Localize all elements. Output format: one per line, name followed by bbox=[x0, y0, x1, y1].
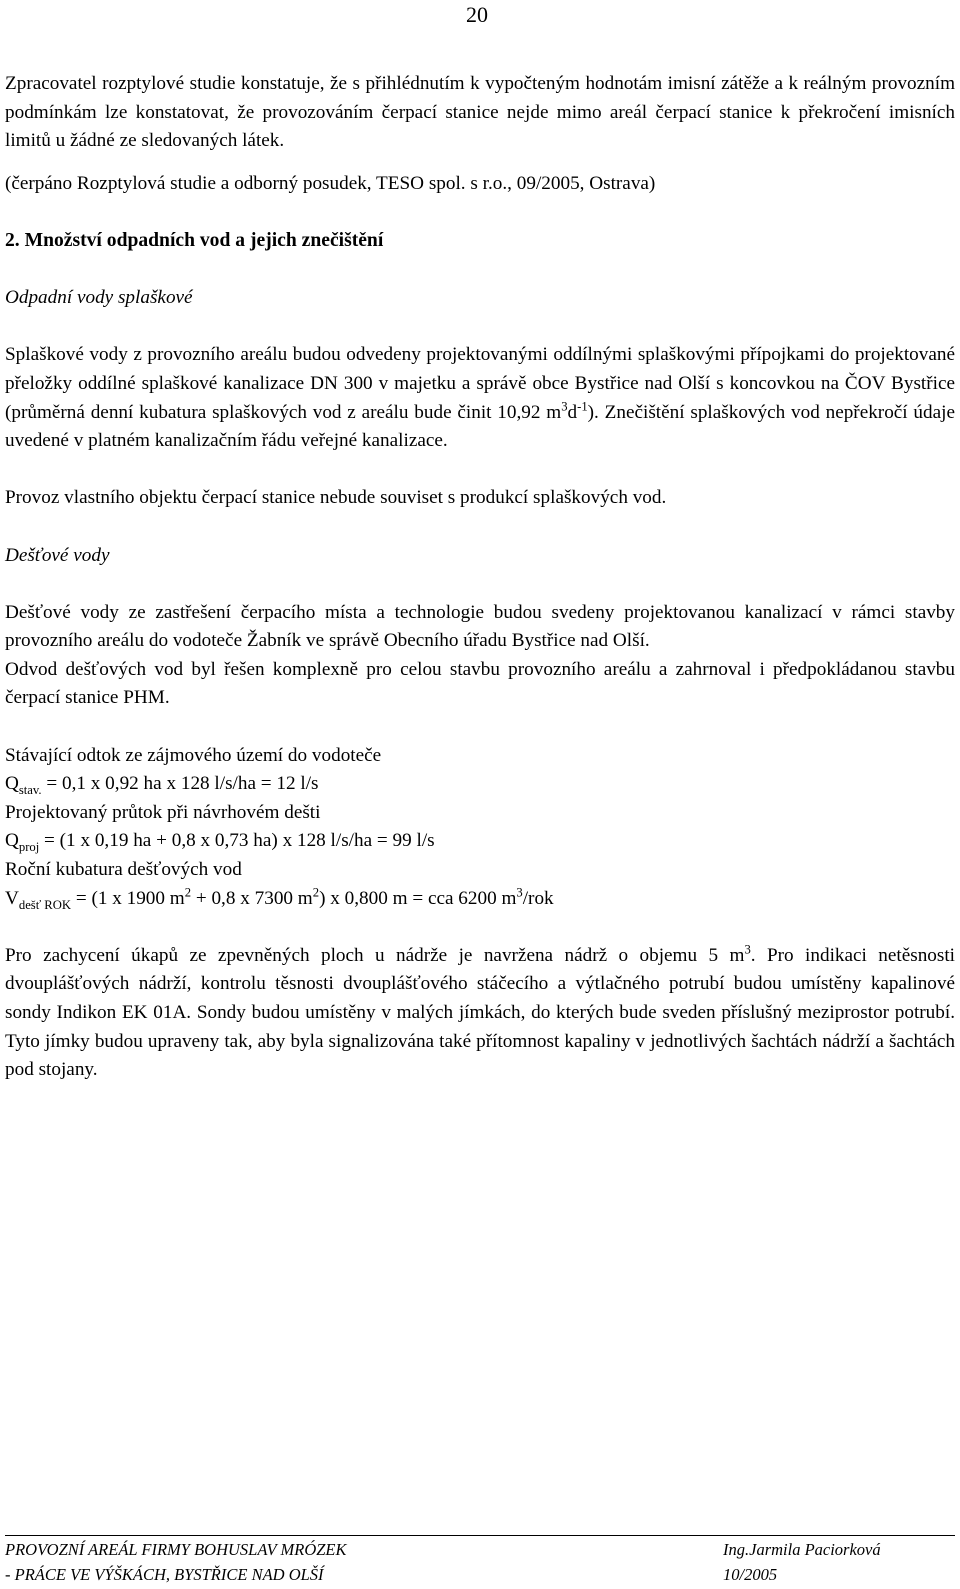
calc-v-dest-rok: $V_{dešť ROK} = (1$ x 1900 $m^2 + 0,8$ x 7300 $m^2$) x 0,800 m = cca 6200 $m^3$/rok bbox=[5, 885, 554, 912]
calc-line-kubatura: Roční kubatura dešťových vod bbox=[5, 859, 242, 881]
subheading-splaskove: Odpadní vody splaškové bbox=[5, 287, 193, 309]
paragraph-destove-vody: Dešťové vody ze zastřešení čerpacího místa a technologie budou svedeny projektovanou kanalizací v rámci stavby provozního areálu do vodoteče Žabník ve správě Obecního úřadu Bystřice nad Olší. bbox=[5, 601, 955, 652]
footer-date: 10/2005 bbox=[723, 1565, 778, 1584]
section-heading: 2. Množství odpadních vod a jejich znečištění bbox=[5, 229, 384, 251]
calc-q-proj: $Q_{proj} = (1$ x 0,19 ha + 0,8 x 0,73 ha) x 128 l/s/ha = 99 l/s bbox=[5, 830, 435, 855]
calc-line-stavajici: Stávající odtok ze zájmového území do vodoteče bbox=[5, 744, 382, 766]
footer-project-line-1: PROVOZNÍ AREÁL FIRMY BOHUSLAV MRÓZEK bbox=[5, 1540, 347, 1559]
paragraph-splaskove-vody: Splaškové vody z provozního areálu budou odvedeny projektovanými oddílnými splaškovými přípojkami do projektované přeložky oddílné splaškové kanalizace DN 300 v majetku a správě obce Bystřice nad Olší s koncovkou na ČOV Bystřice (průměrná denní kubatura splaškových vod z areálu bude činit 10,92 $m^3d^{-1}$). Znečištění splaškových vod nepřekročí údaje uvedené v platném kanalizačním řádu veřejné kanalizace. bbox=[5, 344, 955, 452]
paragraph-odvod: Odvod dešťových vod byl řešen komplexně pro celou stavbu provozního areálu a zahrnoval i předpokládanou stavbu čerpací stanice PHM. bbox=[5, 658, 955, 709]
page-footer bbox=[5, 1535, 955, 1587]
intro-paragraph: Zpracovatel rozptylové studie konstatuje, že s přihlédnutím k vypočteným hodnotám imisní zátěže a k reálným provozním podmínkám lze konstatovat, že provozováním čerpací stanice nejde mimo areál čerpací stanice k překročení imisních limitů u žádné ze sledovaných látek. bbox=[5, 73, 955, 152]
calc-line-projektovany: Projektovaný průtok při návrhovém dešti bbox=[5, 801, 321, 823]
paragraph-provoz: Provoz vlastního objektu čerpací stanice nebude souviset s produkcí splaškových vod. bbox=[5, 487, 667, 509]
footer-author: Ing.Jarmila Paciorková bbox=[723, 1540, 881, 1559]
calc-q-stav: $Q_{stav.} = 0,1$ x 0,92 ha x 128 l/s/ha = 12 l/s bbox=[5, 773, 319, 798]
page-number: 20 bbox=[466, 2, 488, 27]
footer-project-line-2: - PRÁCE VE VÝŠKÁCH, BYSTŘICE NAD OLŠÍ bbox=[5, 1565, 324, 1584]
intro-source: (čerpáno Rozptylová studie a odborný posudek, TESO spol. s r.o., 09/2005, Ostrava) bbox=[5, 172, 656, 194]
subheading-destove: Dešťové vody bbox=[5, 544, 110, 566]
paragraph-ukapy: Pro zachycení úkapů ze zpevněných ploch u nádrže je navržena nádrž o objemu 5 $m^3$. Pro indikaci netěsnosti dvouplášťových nádrží, kontrolu těsnosti dvouplášťového stáčecího a výtlačného potrubí budou umístěny kapalinové sondy Indikon EK 01A. Sondy budou umístěny v malých jímkách, do kterých bude sveden příslušný meziprostor potrubí. Tyto jímky budou upraveny tak, aby byla signalizována také přítomnost kapaliny v jednotlivých šachtách nádrží a šachtách pod stojany. bbox=[5, 942, 956, 1081]
document-body bbox=[5, 70, 955, 1085]
